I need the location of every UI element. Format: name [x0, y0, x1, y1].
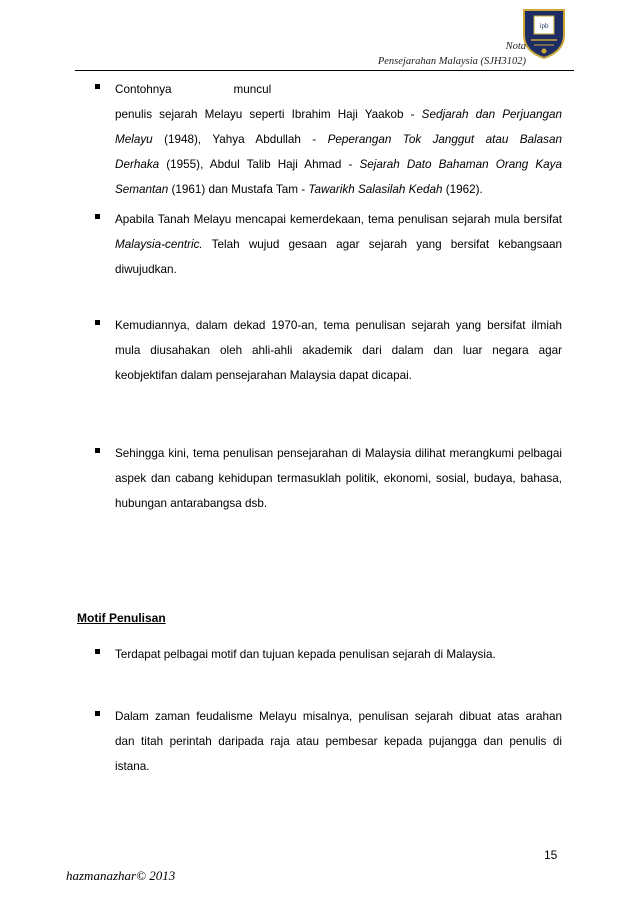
- item-text: Apabila Tanah Melayu mencapai kemerdekaan, tema penulisan sejarah mula bersifat: [115, 213, 562, 226]
- footer-author: hazmanazhar© 2013: [66, 868, 176, 883]
- square-bullet-icon: [95, 84, 100, 89]
- item-text: muncul: [233, 83, 272, 96]
- term: Malaysia-centric.: [115, 238, 203, 251]
- item-text: (1961) dan Mustafa Tam -: [168, 183, 309, 196]
- book-title: Derhaka: [115, 158, 160, 171]
- book-title: Tawarikh Salasilah Kedah: [308, 183, 443, 196]
- item-text: keobjektifan dalam pensejarahan Malaysia dapat dicapai.: [115, 369, 412, 382]
- item-text: istana.: [115, 760, 150, 773]
- list-item: [95, 207, 562, 282]
- list-item: [95, 642, 562, 667]
- item-text: hubungan antarabangsa dsb.: [115, 497, 268, 510]
- item-text: mula diusahakan oleh ahli-ahli akademik dari dalam dan luar negara agar: [115, 344, 562, 357]
- item-text: (1962).: [442, 183, 483, 196]
- book-title: Sedjarah dan Perjuangan: [421, 108, 562, 121]
- square-bullet-icon: [95, 711, 100, 716]
- list-item: [95, 313, 562, 388]
- university-crest-icon: [521, 7, 567, 59]
- item-text: Dalam zaman feudalisme Melayu misalnya, penulisan sejarah dibuat atas arahan: [115, 710, 562, 723]
- item-text: Sehingga kini, tema penulisan pensejarahan di Malaysia dilihat merangkumi pelbagai: [115, 447, 562, 460]
- item-text: Terdapat pelbagai motif dan tujuan kepada penulisan sejarah di Malaysia.: [115, 648, 496, 661]
- item-text: aspek dan cabang kehidupan termasuklah politik, ekonomi, sosial, budaya, bahasa,: [115, 472, 562, 485]
- book-title: Peperangan Tok Janggut atau Balasan: [327, 133, 563, 146]
- book-title: Sejarah Dato Bahaman Orang Kaya: [359, 158, 562, 171]
- book-title: Semantan: [115, 183, 169, 196]
- list-item: [95, 441, 562, 516]
- item-text: Contohnya: [115, 83, 172, 96]
- square-bullet-icon: [95, 214, 100, 219]
- svg-text:ipb: ipb: [539, 22, 549, 30]
- list-item: [95, 77, 562, 202]
- square-bullet-icon: [95, 448, 100, 453]
- header-note: Nota: [505, 41, 526, 52]
- header-rule: [75, 70, 574, 71]
- header-course-title: Pensejarahan Malaysia (SJH3102): [377, 56, 526, 67]
- section-heading: Motif Penulisan: [77, 611, 166, 625]
- item-text: Kemudiannya, dalam dekad 1970-an, tema penulisan sejarah yang bersifat ilmiah: [115, 319, 562, 332]
- item-text: (1948), Yahya Abdullah -: [152, 133, 328, 146]
- item-text: penulis sejarah Melayu seperti Ibrahim Haji Yaakob -: [115, 108, 422, 121]
- item-text: Telah wujud gesaan agar sejarah yang bersifat kebangsaan: [202, 238, 562, 251]
- list-item: [95, 704, 562, 779]
- page-number: 15: [544, 848, 558, 862]
- item-text: diwujudkan.: [115, 263, 177, 276]
- book-title: Melayu: [115, 133, 153, 146]
- square-bullet-icon: [95, 649, 100, 654]
- item-text: dan titah perintah daripada raja atau pembesar kepada pujangga dan penulis di: [115, 735, 562, 748]
- item-text: (1955), Abdul Talib Haji Ahmad -: [159, 158, 360, 171]
- square-bullet-icon: [95, 320, 100, 325]
